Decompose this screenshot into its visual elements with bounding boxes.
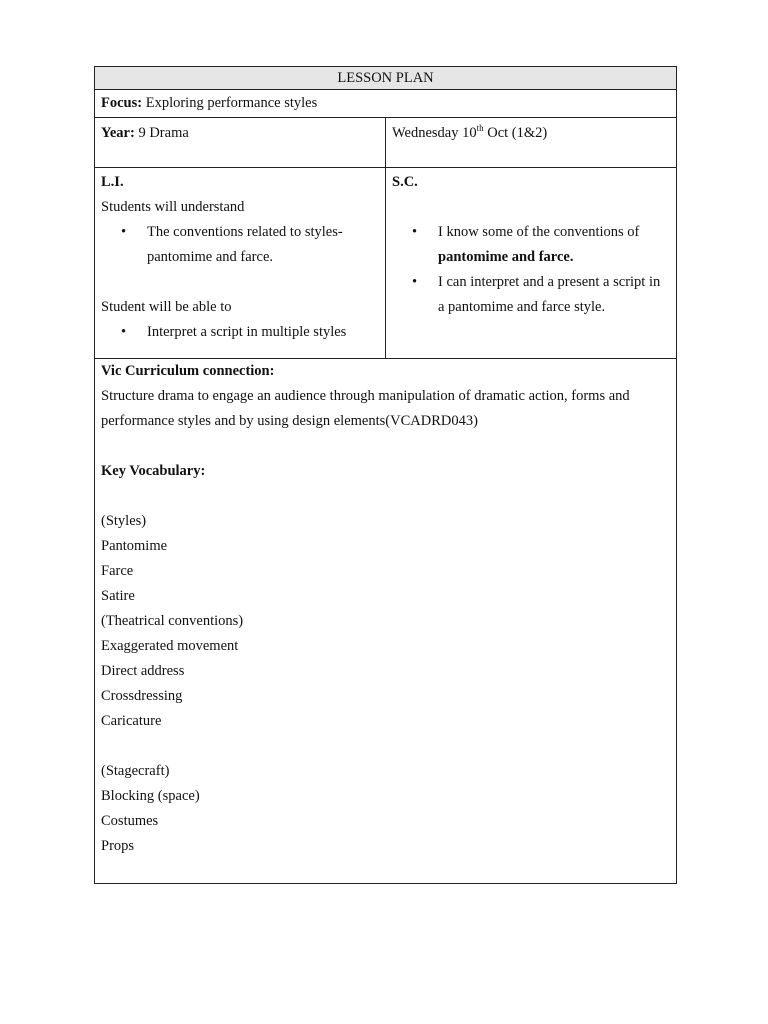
date-suffix: Oct (1&2)	[487, 125, 548, 141]
li-bullet-interpret	[101, 320, 379, 345]
vocab-item: Costumes	[101, 813, 159, 829]
focus-row	[95, 90, 677, 118]
li-understand-list	[101, 220, 379, 270]
vocab-conventions-heading: (Theatrical conventions)	[101, 613, 244, 629]
bullet-icon: •	[412, 274, 418, 290]
date-ordinal: th	[476, 123, 484, 134]
date-prefix: Wednesday 10	[392, 125, 477, 141]
bullet-icon: •	[121, 224, 127, 240]
vocab-item: Satire	[101, 588, 135, 604]
sc-bullet-know	[392, 220, 670, 270]
li-bullet-interpret-text: Interpret a script in multiple styles	[147, 324, 347, 340]
vocab-item: Blocking (space)	[101, 788, 200, 804]
vocab-item: Direct address	[101, 663, 185, 679]
sc-list	[392, 220, 670, 320]
vocab-heading: Key Vocabulary:	[101, 463, 206, 479]
vocab-styles-heading: (Styles)	[101, 513, 147, 529]
sc-bullet-know-bold: pantomime and farce.	[438, 249, 574, 265]
li-intro-able: Student will be able to	[101, 299, 232, 315]
li-bullet-conventions	[101, 220, 379, 270]
learning-intentions-cell	[95, 168, 386, 359]
vocab-stagecraft-heading: (Stagecraft)	[101, 763, 170, 779]
sc-bullet-interpret	[392, 270, 670, 320]
year-value: 9 Drama	[138, 125, 189, 141]
lesson-plan-table	[94, 66, 677, 884]
bullet-icon: •	[121, 324, 127, 340]
year-cell	[95, 118, 386, 168]
vocab-item: Farce	[101, 563, 134, 579]
focus-value: Exploring performance styles	[145, 95, 318, 111]
date-cell	[386, 118, 677, 168]
curriculum-text: Structure drama to engage an audience through manipulation of dramatic action, forms and performance styles and by using design elements(VCADRD043)	[101, 388, 630, 429]
bullet-icon: •	[412, 224, 418, 240]
lesson-plan-title: LESSON PLAN	[95, 67, 677, 90]
li-able-list	[101, 320, 379, 345]
focus-label: Focus:	[101, 95, 143, 111]
year-label: Year:	[101, 125, 135, 141]
li-intro-understand: Students will understand	[101, 199, 245, 215]
curriculum-cell	[95, 359, 677, 884]
vocab-item: Pantomime	[101, 538, 168, 554]
sc-heading: S.C.	[392, 174, 418, 190]
li-bullet-conventions-text: The conventions related to styles-pantomime and farce.	[147, 224, 343, 265]
vocab-item: Props	[101, 838, 135, 854]
curriculum-heading: Vic Curriculum connection:	[101, 363, 275, 379]
sc-bullet-know-text: I know some of the conventions of	[438, 224, 640, 240]
vocab-item: Caricature	[101, 713, 162, 729]
vocab-item: Exaggerated movement	[101, 638, 239, 654]
li-heading: L.I.	[101, 174, 124, 190]
success-criteria-cell	[386, 168, 677, 359]
sc-bullet-interpret-text: I can interpret and a present a script in a pantomime and farce style.	[438, 274, 661, 315]
vocab-item: Crossdressing	[101, 688, 183, 704]
